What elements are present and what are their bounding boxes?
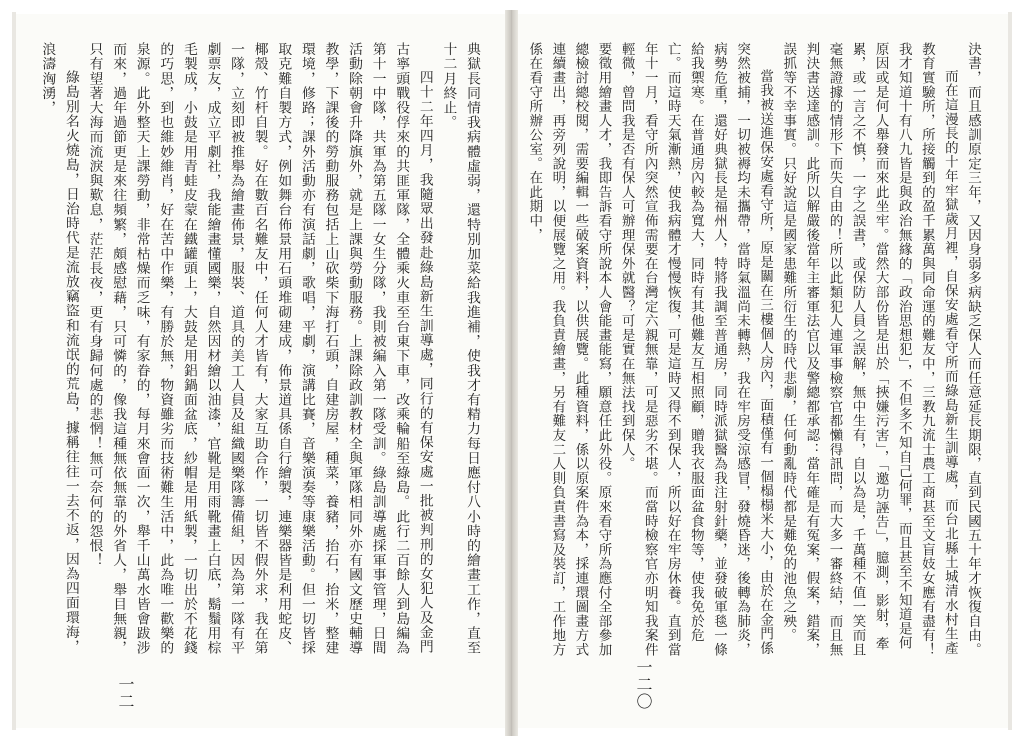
right-page-paragraph-1: 決書，而且感訓原定三年，又因身弱多病缺乏保人而任意延長期限，直到民國五十年才恢復自由。	[965, 42, 981, 657]
right-page-paragraph-2: 而在這漫長的十年牢獄歲月裡，自保安處看守所而綠島新生訓導處，而台北縣土城清水村生產教育實驗所，所接觸到的盈千累萬與同命運的難友中，三教九流士農工商甚至文盲妓女應有盡有！我才知道十有八九皆是與政治無緣的「政治思想犯」，不但多不知自己何罪，而且甚至不知道是何原因或是何人舉發而來此坐牢。當然大部份皆是出於「挾嫌污害」，「邀功誣告」，臆測，影射，牽累，或一言之不慎，一字之誤書，或保防人員之誤解，無中生有，自以為是，千萬種不值一笑而且毫無證據的情形下而失自由的！所以此類犯人連軍事檢察官都懶得訊問，而大多一審終結，而且無判決書送達感訓。此所以解嚴後當年主審軍法官以及警總都承認：當年確是有冤案，假案，錯案，誤抓等不幸事實。只好說這是國家患難所衍生的時代悲劇，任何動亂時代都是難免的池魚之殃。	[780, 42, 958, 657]
right-page-text-column	[514, 42, 984, 662]
right-page-paragraph-3: 當我被送進保安處看守所，原是關在三樓個人房內，面積僅有一個榻榻米大小，由於在金門係突然被捕，一切被褥均未攜帶，當時氣溫尚未轉熱，我在牢房受涼感冒，發燒昏迷，後轉為肺炎，病勢危重，還好典獄長是福州人，特將我調至普通房，同時派獄醫為我注射針藥，並發破軍毯一條給我禦寒。在普通房內較為寬大，同時有其他難友互相照顧，贈我衣服面盆食物等，使我免於危亡。而這時天氣漸熱，使我病體才慢慢恢復，可是這時又得不到保人，所以好在牢房休養。直到當年十一月，看守所內突然宣佈需要在台灣定六親無靠，可是惡劣不堪。而當時檢察官亦明知我案件輕微，曾問我是否有保人可辦理保外就醫？可是實在無法找到保人。	[618, 42, 774, 657]
right-page	[518, 14, 1008, 728]
right-page-edge	[1008, 12, 1012, 730]
right-page-paragraph-4: 要徵用繪畫人才，我即告訴看守所說本人會能畫能寫，願意任此外役。原來看守所為應付全部參加總檢討總校閱，需要編輯一些破案資料，以供展覽。此種資料，係以原案件為本，採連環圖畫方式連續畫出，再旁列說明，以便展覽之用。我負責繪畫，另有難友二人則負責書寫及裝訂，工作地方係在看守所辦公室。在此期中，	[526, 42, 612, 657]
left-page-paragraph-3: 綠島別名火燒島，日治時代是流放竊盜和流氓的荒島，據稱往往一去不返，因為四面環海，浪濤洶湧，	[39, 42, 79, 654]
left-page	[16, 14, 505, 728]
left-page-paragraph-2: 四十二年四月，我隨眾出發赴綠島新生訓導處，同行的有保安處一批被判刑的女犯人及金門古寧頭戰役俘來的共匪軍隊，全體乘火車至台東下車，改乘輪船至綠島。此行二百餘人到島編為第十一中隊，共軍為第五隊一女生分隊，我則被編入第一隊受訓。綠島訓導處採軍事管理，日間活動除朝會升降旗外，就是上課與勞動服務。上課除政訓教材全與軍隊相同外亦有國文歷史輔導教學，下課後的勞動服務包括上山砍柴下海打石頭，自建房屋，種菜，養豬，抬石，抬米，整建環境，修路；課外活動亦有演話劇，歌唱，平劇，演講比賽，音樂演奏等康樂活動。但一切皆採取克難自製方式，例如舞台佈景用石頭堆砌建成，佈景道具係自行繪製，連樂器皆是利用蛇皮、椰殼、竹杆自製。好在數百名難友中，任何人才皆有，大家互助合作，一切皆不假外求，我在第一隊，立刻即被推舉為繪畫佈景，服裝、道具的美工人員及組織國樂隊籌備組，因為第一隊有平劇票友，成立平劇社，我能繪畫懂國樂，自然因材繪以油漆，官靴是用雨靴畫上白底，鬍鬚用棕毛製成，小鼓是用青蛙皮蒙在鐵罐頭上，大鼓是用鋁鍋面盆底，紗帽是用紙製，一切出於不花錢的巧思，到也維妙維肖，好在苦中作樂，有勝於無，物資雖劣而技術難生活中，此為唯一歡樂的泉源。此外整天上課勞動，非常枯燥而乏味，有家眷的，每月來會面一次，舉千山萬水皆會跋涉而來，過年過節更是來往頻繁，頗感慰藉，只可憐的，像我這種無依無靠的外省人，舉目無親，只有望著大海而流淚與歎息，茫茫長夜，更有身歸何處的悲惘！無可奈何的怨恨！	[86, 42, 433, 656]
left-page-text-column	[28, 42, 483, 662]
right-page-number: 一二〇	[634, 659, 653, 710]
left-page-paragraph-1: 典獄長同情我病體虛弱，還特別加菜給我進補，使我才有精力每日應付八小時的繪畫工作，直至十二月終止。	[440, 42, 480, 656]
left-page-number: 一二	[116, 676, 135, 710]
